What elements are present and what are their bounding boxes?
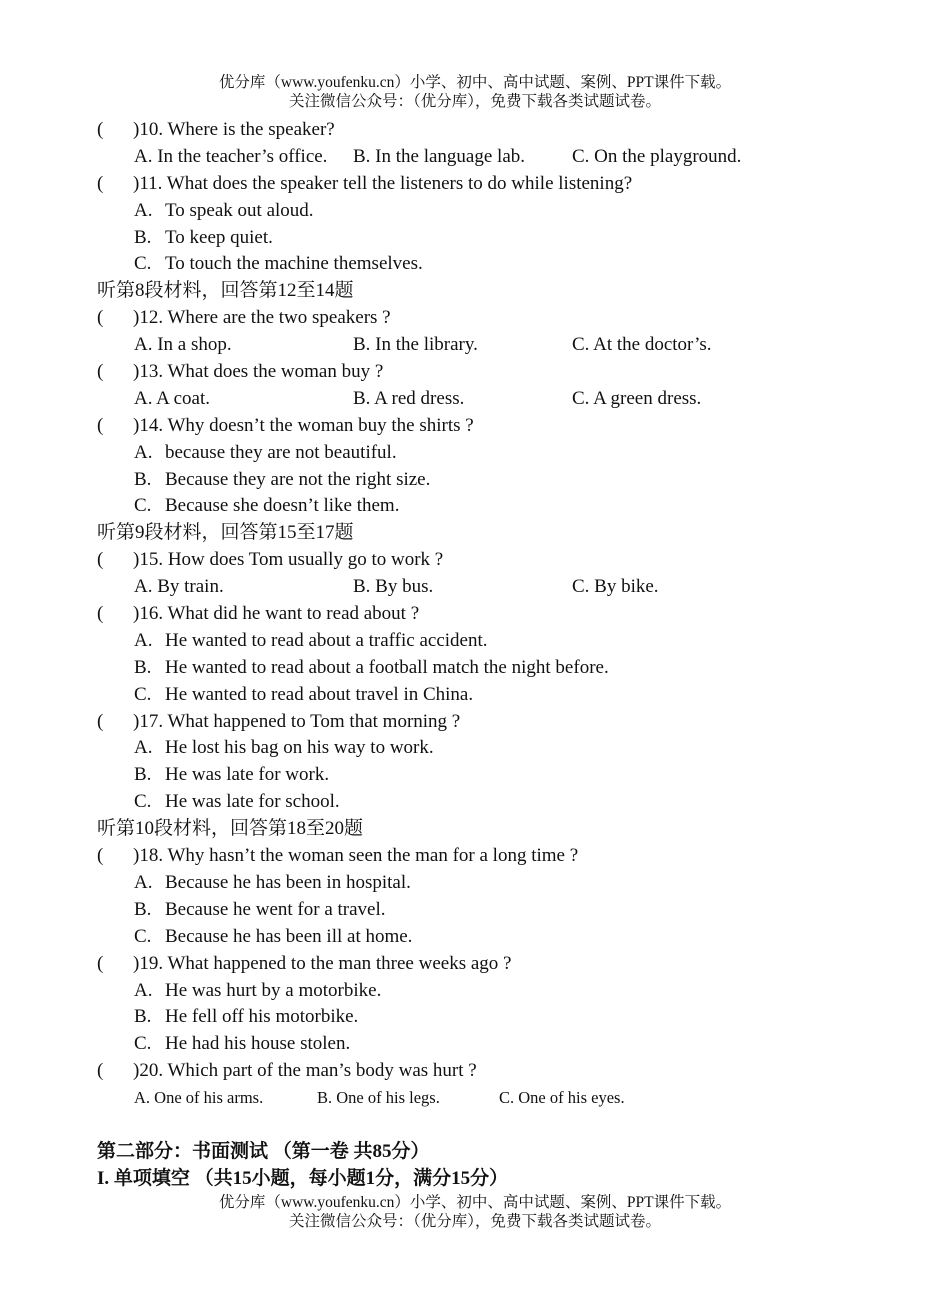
option-letter: A. [134, 871, 153, 893]
answer-blank[interactable]: ( [97, 952, 104, 974]
option-c [97, 789, 917, 816]
answer-blank[interactable]: ( [97, 845, 104, 867]
option-letter: C. [134, 791, 152, 813]
option-b [97, 1004, 917, 1031]
question-text: )17. What happened to Tom that morning ? [133, 710, 461, 732]
option-c: C. One of his eyes. [499, 1088, 625, 1108]
option-text: He had his house stolen. [165, 1033, 351, 1055]
option-letter: C. [134, 253, 152, 275]
option-b: B. A red dress. [353, 387, 465, 409]
question-text: )14. Why doesn’t the woman buy the shirts ? [133, 414, 474, 436]
option-letter: B. [134, 898, 152, 920]
answer-blank[interactable]: ( [97, 172, 104, 194]
page-header [0, 73, 950, 111]
option-b [97, 655, 917, 682]
option-text: He lost his bag on his way to work. [165, 737, 434, 759]
question-10-options [97, 144, 917, 171]
option-a [97, 628, 917, 655]
section-heading-8: 听第8段材料，回答第12至14题 [97, 280, 354, 302]
option-c [97, 924, 917, 951]
question-20-options [97, 1085, 917, 1112]
question-text: )15. How does Tom usually go to work ? [133, 549, 444, 571]
question-text: )16. What did he want to read about ? [133, 603, 420, 625]
option-text: Because he has been ill at home. [165, 925, 413, 947]
section-heading-9: 听第9段材料，回答第15至17题 [97, 522, 354, 544]
option-b: B. By bus. [353, 576, 434, 598]
exam-content [97, 117, 917, 1193]
option-text: He wanted to read about travel in China. [165, 683, 474, 705]
option-text: To speak out aloud. [165, 199, 314, 221]
answer-blank[interactable]: ( [97, 549, 104, 571]
option-c: C. At the doctor’s. [572, 334, 712, 356]
question-19 [97, 951, 917, 978]
page-footer [0, 1193, 950, 1231]
option-text: He was late for work. [165, 764, 330, 786]
question-text: )20. Which part of the man’s body was hurt ? [133, 1060, 477, 1082]
question-13-options [97, 386, 917, 413]
option-text: He was late for school. [165, 791, 340, 813]
option-c [97, 251, 917, 278]
option-a: A. In a shop. [134, 334, 232, 356]
option-text: To keep quiet. [165, 226, 273, 248]
question-text: )11. What does the speaker tell the listeners to do while listening? [133, 172, 633, 194]
option-a [97, 978, 917, 1005]
option-text: Because they are not the right size. [165, 468, 431, 490]
question-text: )13. What does the woman buy ? [133, 361, 384, 383]
header-line-1: 优分库（www.youfenku.cn）小学、初中、高中试题、案例、PPT课件下载。 [218, 74, 732, 91]
answer-blank[interactable]: ( [97, 414, 104, 436]
option-letter: B. [134, 764, 152, 786]
option-text: Because he has been in hospital. [165, 871, 411, 893]
option-letter: C. [134, 683, 152, 705]
option-letter: A. [134, 979, 153, 1001]
option-c: C. A green dress. [572, 387, 702, 409]
option-a: A. A coat. [134, 387, 210, 409]
option-a [97, 198, 917, 225]
option-a: A. In the teacher’s office. [134, 145, 328, 167]
answer-blank[interactable]: ( [97, 307, 104, 329]
option-letter: A. [134, 441, 153, 463]
option-b [97, 467, 917, 494]
question-14 [97, 413, 917, 440]
option-letter: B. [134, 1006, 152, 1028]
question-12 [97, 305, 917, 332]
question-18 [97, 843, 917, 870]
question-text: )19. What happened to the man three weeks ago ? [133, 952, 512, 974]
option-c: C. On the playground. [572, 145, 742, 167]
option-text: He was hurt by a motorbike. [165, 979, 382, 1001]
option-letter: A. [134, 199, 153, 221]
option-a [97, 870, 917, 897]
option-letter: C. [134, 925, 152, 947]
option-text: To touch the machine themselves. [165, 253, 423, 275]
option-b: B. One of his legs. [317, 1088, 440, 1108]
footer-line-1: 优分库（www.youfenku.cn）小学、初中、高中试题、案例、PPT课件下载。 [218, 1194, 732, 1211]
question-text: )12. Where are the two speakers ? [133, 307, 391, 329]
option-a: A. By train. [134, 576, 224, 598]
option-text: Because she doesn’t like them. [165, 495, 400, 517]
option-c [97, 682, 917, 709]
option-letter: A. [134, 737, 153, 759]
answer-blank[interactable]: ( [97, 1060, 104, 1082]
option-text: He fell off his motorbike. [165, 1006, 359, 1028]
option-a [97, 735, 917, 762]
option-b [97, 225, 917, 252]
question-17 [97, 709, 917, 736]
option-b [97, 897, 917, 924]
option-text: He wanted to read about a traffic accident. [165, 629, 488, 651]
option-b [97, 762, 917, 789]
option-c [97, 1031, 917, 1058]
option-text: Because he went for a travel. [165, 898, 386, 920]
answer-blank[interactable]: ( [97, 710, 104, 732]
question-text: )10. Where is the speaker? [133, 119, 335, 140]
option-letter: C. [134, 495, 152, 517]
question-20 [97, 1058, 917, 1085]
option-text: because they are not beautiful. [165, 441, 397, 463]
option-letter: A. [134, 629, 153, 651]
footer-line-2: 关注微信公众号：（优分库），免费下载各类试题试卷。 [288, 1213, 661, 1230]
question-11 [97, 171, 917, 198]
option-letter: B. [134, 226, 152, 248]
question-16 [97, 601, 917, 628]
option-a: A. One of his arms. [134, 1088, 264, 1108]
option-c [97, 493, 917, 520]
answer-blank[interactable]: ( [97, 361, 104, 383]
option-letter: B. [134, 468, 152, 490]
question-15-options [97, 574, 917, 601]
question-12-options [97, 332, 917, 359]
question-15 [97, 547, 917, 574]
option-a [97, 440, 917, 467]
header-line-2: 关注微信公众号：（优分库），免费下载各类试题试卷。 [288, 93, 661, 110]
answer-blank[interactable]: ( [97, 119, 104, 140]
option-letter: B. [134, 656, 152, 678]
option-b: B. In the language lab. [353, 145, 526, 167]
option-letter: C. [134, 1033, 152, 1055]
option-c: C. By bike. [572, 576, 659, 598]
section-one-heading: I. 单项填空 （共15小题，每小题1分，满分15分） [97, 1167, 509, 1189]
question-text: )18. Why hasn’t the woman seen the man for a long time ? [133, 845, 579, 867]
answer-blank[interactable]: ( [97, 603, 104, 625]
question-13 [97, 359, 917, 386]
section-heading-10: 听第10段材料，回答第18至20题 [97, 818, 364, 840]
question-10 [97, 117, 917, 144]
option-b: B. In the library. [353, 334, 478, 356]
spacer [97, 1112, 917, 1139]
part-two-heading: 第二部分：书面测试 （第一卷 共85分） [97, 1140, 430, 1162]
option-text: He wanted to read about a football match the night before. [165, 656, 609, 678]
